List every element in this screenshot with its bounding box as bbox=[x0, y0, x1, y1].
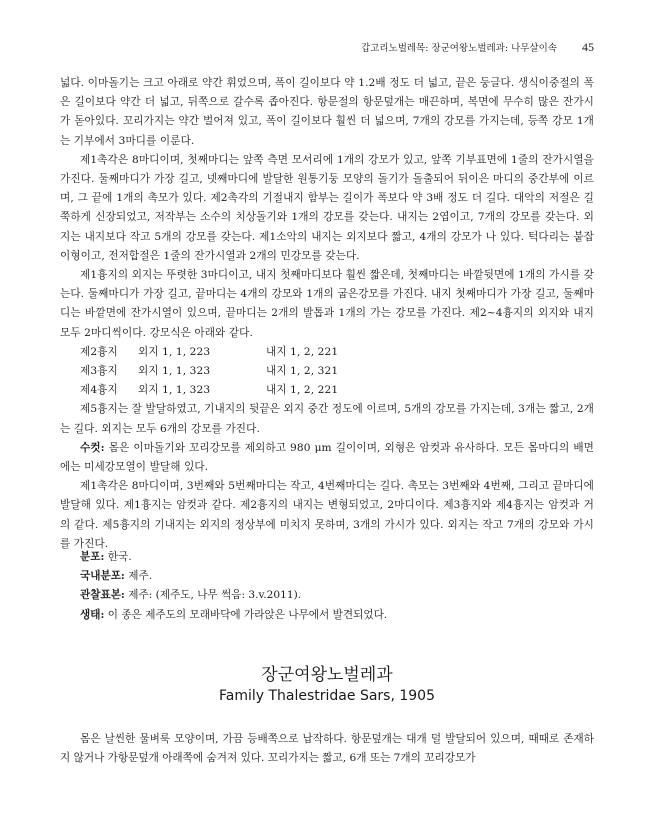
paragraph-male-antenna: 제1촉각은 8마디이며, 3번째와 5번째마디는 작고, 4번째마디는 길다. 촉모는 3번째와 4번째, 그리고 끝마디에 발달해 있다. 제1흉지는 암컷과 같다. 제2흉지의 내지는 변형되었고, 2마디이다. 제3흉지와 제4흉지는 암컷과 거의 같다. 제5흉지의 기내지는 외지의 정상부에 미치지 못하며, 3개의 가시가 있다. 외지는 작고 7개의 강모와 가시를 가진다. bbox=[60, 480, 594, 550]
page-header bbox=[60, 40, 594, 56]
formula-leg-name: 제4흉지 bbox=[80, 384, 118, 397]
formula-exopod: 외지 1, 1, 323 bbox=[138, 365, 211, 378]
paragraph-legs: 제1흉지의 외지는 뚜렷한 3마디이고, 내지 첫째마디보다 훨씬 짧은데, 첫째마디는 바깥뒷면에 1개의 가시를 갖는다. 둘째마디가 가장 길고, 끝마디는 4개의 강모와 1개의 굽은강모를 가진다. 내지 첫째마디가 가장 길고, 둘째마디는 바깥면에 잔가시열이 있으며, 끝마디는 2개의 발톱과 1개의 가는 강모를 가진다. 제2~4흉지의 외지와 내지 모두 2마디씩이다. 강모식은 아래와 같다. bbox=[60, 269, 594, 339]
family-title-korean: 장군여왕노벌레과 bbox=[261, 665, 393, 685]
formula-endopod: 내지 1, 2, 221 bbox=[266, 384, 339, 397]
species-metadata bbox=[60, 548, 594, 625]
meta-value: 이 종은 제주도의 모래바닥에 가라앉은 나무에서 발견되었다. bbox=[104, 608, 388, 621]
meta-value: 한국. bbox=[104, 551, 132, 563]
setal-formula-row bbox=[60, 362, 594, 381]
meta-label: 분포: bbox=[80, 551, 105, 563]
formula-endopod: 내지 1, 2, 221 bbox=[266, 345, 339, 358]
domestic-distribution-line bbox=[60, 567, 594, 586]
formula-leg-name: 제3흉지 bbox=[80, 365, 118, 378]
distribution-line bbox=[60, 548, 594, 567]
setal-formula-row bbox=[60, 381, 594, 400]
meta-value: 제주. bbox=[124, 570, 153, 583]
paragraph-female-body: 넓다. 이마돌기는 크고 아래로 약간 휘었으며, 폭이 길이보다 약 1.2배 정도 더 넓고, 끝은 둥글다. 생식이중절의 폭은 길이보다 약간 더 넓고, 뒤쪽으로 갈수록 좁아진다. 항문절의 항문덮개는 매끈하며, 복면에 무수히 많은 잔가시가 돋아있다. 꼬리가지는 약간 벌어져 있고, 폭이 길이보다 훨씬 더 넓으며, 7개의 강모를 가지는데, 등쪽 강모 1개는 기부에서 3마디를 이룬다. bbox=[60, 77, 594, 147]
male-label: 수컷: bbox=[80, 441, 105, 454]
species-description bbox=[60, 74, 594, 554]
male-text: 몸은 이마돌기와 꼬리강모를 제외하고 980 μm 길이이며, 외형은 암컷과 유사하다. 모든 몸마디의 배면에는 미세강모열이 발달해 있다. bbox=[60, 441, 594, 474]
meta-label: 관찰표본: bbox=[80, 589, 125, 602]
setal-formula-row bbox=[60, 343, 594, 362]
paragraph-male bbox=[60, 439, 594, 477]
family-intro-paragraph: 몸은 날씬한 물벼룩 모양이며, 가끔 등배쪽으로 납작하다. 항문덮개는 대개 덜 발달되어 있으며, 때때로 존재하지 않거나 가항문덮개 아래쪽에 숨겨져 있다. 꼬리가지는 짧고, 6개 또는 7개의 꼬리강모가 bbox=[60, 733, 594, 765]
meta-value: 제주: (제주도, 나무 썩음: 3.v.2011). bbox=[124, 589, 302, 602]
paragraph-antenna: 제1촉각은 8마디이며, 첫째마디는 앞쪽 측면 모서리에 1개의 강모가 있고, 앞쪽 기부표면에 1줄의 잔가시열을 가진다. 둘째마디가 가장 길고, 넷째마디에 발달한 원통기둥 모양의 돌기가 돌출되어 뒤이은 마디의 중간부에 이르며, 그 끝에 1개의 촉모가 있다. 제2촉각의 기절내지 함부는 길이가 폭보다 약 3배 정도 더 길다. 대악의 저절은 길쭉하게 신장되었고, 저작부는 소수의 치상돌기와 1개의 강모를 갖는다. 내지는 2엽이고, 7개의 강모를 갖는다. 외지는 내지보다 작고 5개의 강모를 갖는다. 제1소악의 내지는 외지보다 짧고, 4개의 강모가 나 있다. 턱다리는 붙잡이형이고, 전저합절은 1줄의 잔가시열과 2개의 민강모를 갖는다. bbox=[60, 153, 594, 262]
meta-label: 생태: bbox=[80, 608, 105, 621]
family-description bbox=[60, 730, 594, 768]
running-title: 갑고리노벌레목: 장군여왕노벌레과: 나무살이속 bbox=[360, 43, 557, 54]
family-title-latin: Family Thalestridae Sars, 1905 bbox=[218, 688, 435, 704]
formula-exopod: 외지 1, 1, 323 bbox=[138, 384, 211, 397]
page-number: 45 bbox=[582, 40, 594, 54]
paragraph-fifth-leg: 제5흉지는 잘 발달하였고, 기내지의 뒷끝은 외지 중간 정도에 이르며, 5개의 강모를 가지는데, 3개는 짧고, 2개는 길다. 외지는 모두 6개의 강모를 가진다. bbox=[60, 403, 594, 435]
ecology-line bbox=[60, 606, 594, 625]
meta-label: 국내분포: bbox=[80, 570, 125, 583]
specimens-line bbox=[60, 586, 594, 605]
formula-exopod: 외지 1, 1, 223 bbox=[138, 345, 211, 358]
formula-endopod: 내지 1, 2, 321 bbox=[266, 365, 339, 378]
formula-leg-name: 제2흉지 bbox=[80, 345, 118, 358]
